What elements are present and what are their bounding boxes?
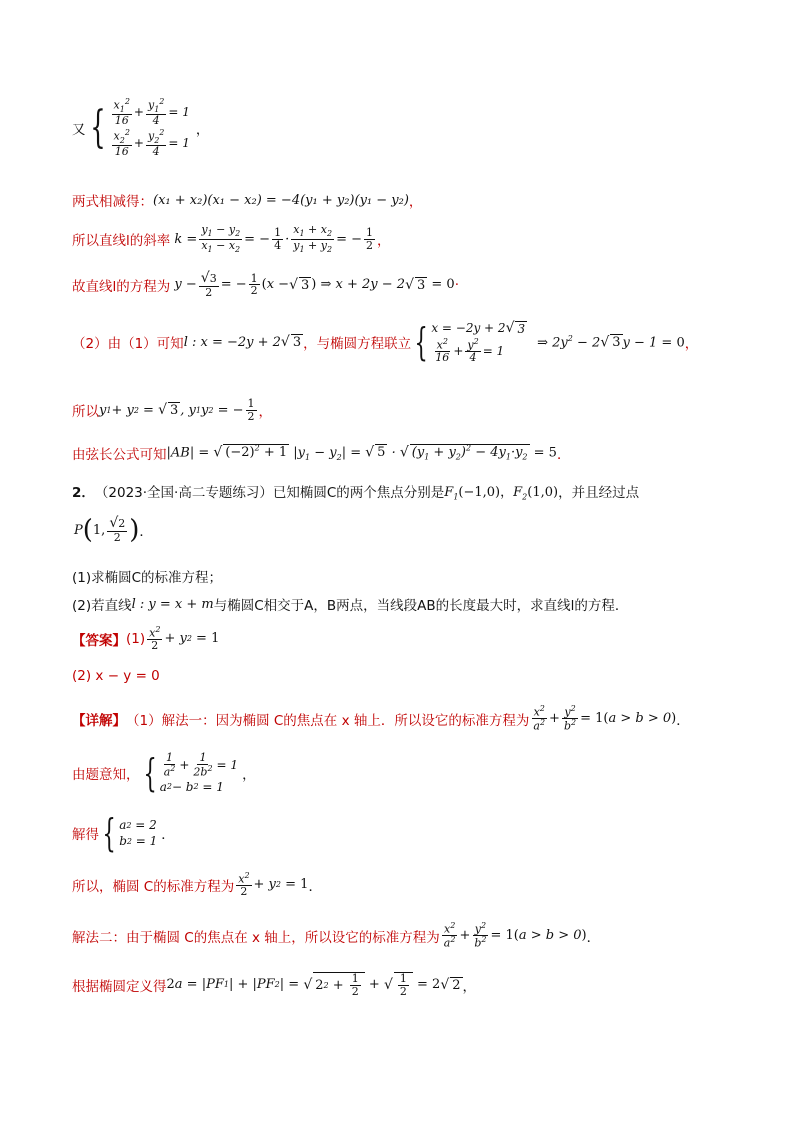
solve-brace: { [102, 811, 116, 855]
line-l-y-x-m: l : y = x + m [131, 596, 214, 612]
given-eq1: $\frac{1}{a^2}$ + $\frac{1}{2b^2}$ = 1 [163, 751, 239, 779]
slope-comma: ， [376, 233, 391, 250]
solve-system [119, 818, 157, 848]
question-number: 2． [72, 485, 95, 502]
part2-result: ⇒ $2y^2 - 2√$ 3 y − 1 = 0 [537, 333, 685, 351]
focus-points: $F_1(-1,0)$，$F_2(1,0)$ [444, 485, 559, 502]
sub-question-2-text-a: (2)若直线 [72, 598, 132, 614]
solve-line [72, 811, 175, 855]
subtract-line [72, 190, 422, 210]
standard-eq-formula: $\frac{x^2}{2}$ + y 2 = 1 [238, 871, 309, 899]
sub-question-2-text-b: 与椭圆C相交于A，B两点，当线段AB的长度最大时，求直线l的方程． [213, 598, 629, 614]
equation-1: $\frac{x_1^2}{16}$ + $\frac{y_1^2}{4}$ = 1 [113, 97, 190, 128]
solve-eq2: b 2 = 1 [119, 834, 158, 848]
line-equation-text: 故直线l的方程为 [72, 278, 171, 295]
equation-system [110, 98, 190, 158]
definition-text: 根据椭圆定义得 [72, 978, 167, 995]
part2-mid-text: ，与椭圆方程联立 [303, 335, 412, 352]
part2-eq2: $\frac{x^2}{16}$ + $\frac{y^2}{4}$ = 1 [435, 337, 505, 365]
detail-line [72, 705, 690, 732]
question-source: （2023·全国·高二专题练习） [94, 485, 273, 502]
line-l-formula: l : x = −2y + 2√ 3 [183, 333, 302, 350]
answer-2-text: (2) x − y = 0 [72, 668, 160, 684]
subtract-text: 两式相减得： [72, 194, 153, 210]
point-p: P ( 1, $\frac{√2}{2}$ ) [74, 515, 140, 545]
definition-formula: 2 a = |PF 1 | + |PF 2 | = √ 2 2 + $\frac{1}{2}$ + √ $\frac{1}{2}$ = 2 √ 2 [166, 972, 461, 998]
sum-product-formula: y 1 + y 2 = √ 3 , y 1 y 2 = − $\frac{1}{2}$ [99, 397, 255, 423]
part2-label: （2）由（1）可知 [72, 335, 184, 352]
method2-period: ． [586, 929, 601, 946]
given-brace: { [142, 750, 157, 795]
solve-eq1: a 2 = 2 [119, 818, 157, 832]
answer-line-2 [72, 668, 160, 684]
standard-eq-period: ． [308, 878, 322, 895]
given-comma: ， [242, 766, 256, 783]
chord-length-text: 由弦长公式可知 [72, 447, 167, 463]
slope-line [72, 224, 390, 254]
comma: ， [195, 121, 210, 138]
method2-formula: $\frac{x^2}{a^2}$ + $\frac{y^2}{b^2}$ = 1( a > b > 0 ) [443, 921, 587, 950]
chord-length-formula: |AB| = √ $(-2)^2 + 1$ $|y_1 - y_2|$ = √ 5 · √ $(y_1 + y_2)^2 - 4y_1\cdot y_2 = 5$ [166, 444, 557, 462]
solve-text: 解得 [72, 827, 99, 843]
part2-brace: { [414, 319, 428, 364]
part2-system [431, 320, 527, 364]
sum-product-line [72, 398, 272, 422]
part2-eq1: x = −2y + 2 √ 3 [431, 320, 526, 336]
definition-comma: ， [462, 978, 477, 995]
given-system [160, 752, 238, 794]
given-eq2: a 2 − b 2 = 1 [159, 779, 224, 794]
line-equation-line [72, 271, 459, 298]
line-equation-formula: y − $\frac{√3}{2}$ = − $\frac{1}{2}$ ( x − √ 3 ) ⇒ x + 2y − 2 √ 3 = 0 [170, 270, 455, 299]
standard-eq-text: 所以，椭圆 C的标准方程为 [72, 878, 235, 895]
equation-2: $\frac{x_2^2}{16}$ + $\frac{y_2^2}{4}$ = 1 [113, 127, 190, 159]
you-text: 又 [72, 121, 86, 138]
sub-question-1-text: (1)求椭圆C的标准方程； [72, 570, 223, 586]
chord-length-period: ． [556, 447, 571, 463]
point-p-line [74, 515, 153, 545]
solve-period: ． [161, 827, 175, 843]
sum-product-text: 所以 [72, 404, 99, 421]
slope-formula: k = $\frac{y_1 - y_2}{x_1 - x_2}$ = − $\frac{1}{4}$ · $\frac{x_1 + x_2}{y_1 + y_2}$ = − $\frac{1}{2}$ [170, 223, 373, 254]
detail-period: ． [676, 712, 690, 729]
left-brace: { [89, 101, 106, 153]
part2-line [72, 320, 698, 364]
standard-eq-line [72, 872, 322, 898]
given-text: 由题意知， [72, 766, 140, 783]
method2-line [72, 922, 600, 949]
part2-comma: ， [684, 335, 699, 352]
line-equation-dot: · [454, 276, 459, 293]
sub-question-1 [72, 566, 222, 586]
detail-formula: $\frac{x^2}{a^2}$ + $\frac{y^2}{b^2}$ = 1( a > b > 0 ) [533, 704, 677, 733]
detail-label: 【详解】 [72, 712, 126, 729]
answer-label: 【答案】 [72, 632, 126, 649]
method2-text: 解法二：由于椭圆 C的焦点在 x 轴上，所以设它的标准方程为 [72, 929, 440, 946]
sum-product-comma: ， [258, 404, 273, 421]
given-line [72, 752, 256, 794]
slope-text: 所以直线l的斜率 [72, 233, 171, 250]
sub-question-2 [72, 594, 628, 614]
system-equations-line [72, 98, 209, 158]
question-2-line [72, 481, 639, 502]
answer-1-formula: $\frac{x^2}{2}$ + y 2 = 1 [149, 625, 220, 653]
chord-length-line [72, 443, 570, 463]
detail-text: （1）解法一：因为椭圆 C的焦点在 x 轴上．所以设它的标准方程为 [126, 712, 530, 729]
answer-line-1 [72, 626, 219, 652]
question-text-2: ，并且经过点 [558, 485, 640, 502]
definition-line [72, 972, 476, 997]
point-p-period: ． [139, 524, 153, 540]
subtract-formula: (x₁ + x₂)(x₁ − x₂) = −4(y₁ + y₂)(y₁ − y₂) [153, 192, 409, 208]
answer-1-prefix: (1) [126, 630, 146, 647]
question-text: 已知椭圆C的两个焦点分别是 [272, 485, 445, 502]
subtract-comma: ， [408, 194, 423, 210]
